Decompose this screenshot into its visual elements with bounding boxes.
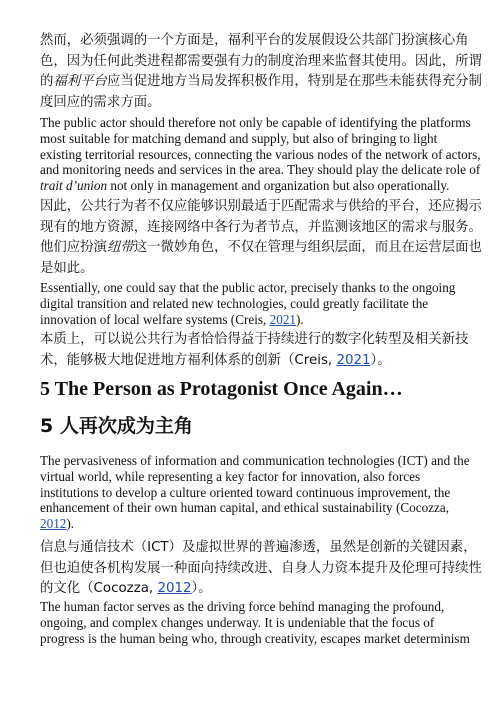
text-line: 是如此。	[40, 260, 94, 276]
text-line: The human factor serves as the driving force behind managing the profound,	[40, 599, 445, 614]
text-line: 他们应扮演纽带这一微妙角色，不仅在管理与组织层面，而且在运营层面也	[40, 240, 482, 255]
text-line: existing territorial resources, connecting the various nodes of the network of actors,	[40, 146, 481, 162]
text-line: innovation of local welfare systems (Creis, 2021).	[40, 311, 304, 327]
text-line: 但也迫使各机构发展一种面向持续改进、自身人力资本提升及伦理可持续性	[40, 560, 482, 576]
text-line: 信息与通信技术（ICT）及虚拟世界的普遍渗透，虽然是创新的关键因素，	[40, 540, 477, 555]
text-line: The public actor should therefore not only be capable of identifying the platforms	[40, 115, 471, 130]
text-line: digital transition and related new technologies, could greatly facilitate the	[40, 295, 429, 311]
section-heading-zh: 5 人再次成为主角	[40, 415, 193, 437]
citation-link[interactable]: 2012	[40, 516, 67, 532]
paragraph-en-2	[40, 280, 465, 327]
emphasis: 纽带	[106, 240, 134, 255]
emphasis: trait d’union	[40, 178, 108, 194]
paragraph-zh-4	[40, 538, 482, 600]
text-line: enhancement of their own human capital, and ethical sustainability (Cocozza,	[40, 500, 450, 516]
paragraph-en-1	[40, 115, 481, 194]
text-line: ongoing, and complex changes underway. It is undeniable that the focus of	[40, 614, 435, 630]
text-line: progress is the human being who, through creativity, escapes market determinism	[40, 630, 470, 646]
text-line: The pervasiveness of information and communication technologies (ICT) and the	[40, 453, 470, 468]
paragraph-zh-2	[40, 197, 482, 279]
paragraph-zh-1	[40, 31, 482, 113]
text-line: 然而，必须强调的一个方面是，福利平台的发展假设公共部门扮演核心角	[40, 33, 469, 48]
paragraph-en-4	[40, 599, 470, 646]
citation-link[interactable]: 2021	[269, 311, 296, 327]
text-line: 度回应的需求方面。	[40, 94, 161, 110]
text-line: 本质上，可以说公共行为者恰恰得益于持续进行的数字化转型及相关新技	[40, 332, 469, 347]
text-line: most suitable for matching demand and supply, but also of bringing to light	[40, 130, 438, 146]
paragraph-zh-3	[40, 330, 469, 371]
text-line: 术，能够极大地促进地方福利体系的创新（Creis, 2021）。	[40, 352, 391, 368]
text-line: 的文化（Cocozza, 2012）。	[40, 581, 212, 596]
text-line: 的福利平台应当促进地方当局发挥积极作用，特别是在那些未能获得充分制	[40, 74, 482, 89]
citation-link[interactable]: 2012	[157, 581, 192, 596]
emphasis: 福利平台	[53, 74, 107, 89]
paragraph-en-3	[40, 453, 470, 532]
text-line: and monitoring needs and services in the area. They should play the delicate role of	[40, 162, 481, 178]
text-line: trait d’union not only in management and organization but also operationally.	[40, 178, 450, 194]
text-line: Essentially, one could say that the public actor, precisely thanks to the ongoing	[40, 280, 456, 295]
text-line: 2012).	[40, 516, 75, 532]
text-line: 色，因为任何此类进程都需要强有力的制度治理来监督其使用。因此，所谓	[40, 53, 482, 69]
text-line: 现有的地方资源，连接网络中各行为者节点，并监测该地区的需求与服务。	[40, 219, 482, 235]
text-line: 因此，公共行为者不仅应能够识别最适于匹配需求与供给的平台，还应揭示	[40, 199, 482, 214]
section-heading-en: 5 The Person as Protagonist Once Again…	[40, 378, 403, 400]
text-line: institutions to develop a culture oriented toward continuous improvement, the	[40, 484, 451, 500]
text-line: virtual world, while representing a key factor for innovation, also forces	[40, 468, 421, 484]
citation-link[interactable]: 2021	[336, 352, 371, 368]
